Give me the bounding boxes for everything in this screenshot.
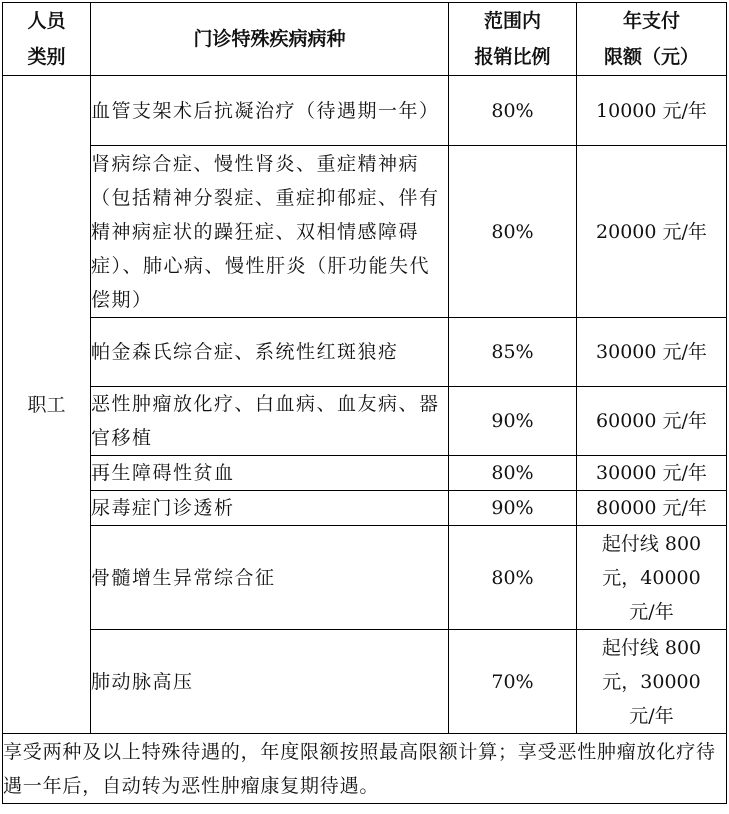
header-category — [3, 3, 91, 76]
category-cell: 职工 — [3, 76, 91, 734]
limit-cell — [577, 526, 727, 630]
disease-cell: 帕金森氏综合症、系统性红斑狼疮 — [91, 318, 449, 387]
limit-value: 60000 元/年 — [596, 410, 707, 432]
disease-cell: 肺动脉高压 — [91, 630, 449, 734]
limit-cell — [577, 491, 727, 526]
ratio-cell: 80% — [449, 456, 577, 491]
header-disease-label: 门诊特殊疾病病种 — [193, 28, 346, 50]
header-limit-label: 年支付 限额（元） — [603, 10, 699, 68]
ratio-cell: 80% — [449, 526, 577, 630]
disease-cell: 骨髓增生异常综合征 — [91, 526, 449, 630]
disease-cell: 血管支架术后抗凝治疗（待遇期一年） — [91, 76, 449, 146]
limit-value: 30000 元/年 — [596, 462, 707, 484]
table-row — [3, 318, 727, 387]
table-row — [3, 526, 727, 630]
ratio-cell: 80% — [449, 76, 577, 146]
limit-cell — [577, 318, 727, 387]
table-row — [3, 491, 727, 526]
special-disease-table — [2, 2, 727, 804]
table-row — [3, 76, 727, 146]
table-row — [3, 630, 727, 734]
disease-cell: 尿毒症门诊透析 — [91, 491, 449, 526]
header-disease — [91, 3, 449, 76]
table-row — [3, 387, 727, 456]
note-row — [3, 734, 727, 804]
header-ratio — [449, 3, 577, 76]
ratio-cell: 85% — [449, 318, 577, 387]
limit-value: 80000 元/年 — [596, 497, 707, 519]
header-limit — [577, 3, 727, 76]
header-ratio-label: 范围内 报销比例 — [474, 10, 551, 68]
limit-cell — [577, 146, 727, 318]
ratio-cell: 90% — [449, 387, 577, 456]
header-row — [3, 3, 727, 76]
header-category-label: 人员 类别 — [27, 10, 66, 68]
limit-cell — [577, 630, 727, 734]
ratio-cell: 70% — [449, 630, 577, 734]
limit-value: 20000 元/年 — [596, 220, 707, 243]
ratio-cell: 90% — [449, 491, 577, 526]
limit-value: 起付线 800 元，40000 元/年 — [601, 532, 702, 623]
limit-cell — [577, 456, 727, 491]
disease-cell: 肾病综合症、慢性肾炎、重症精神病（包括精神分裂症、重症抑郁症、伴有精神病症状的躁狂症、双相情感障碍症）、肺心病、慢性肝炎（肝功能失代偿期） — [91, 146, 449, 318]
limit-cell — [577, 76, 727, 146]
limit-value: 10000 元/年 — [596, 99, 707, 122]
table-row — [3, 456, 727, 491]
limit-value: 30000 元/年 — [596, 341, 707, 363]
disease-cell: 再生障碍性贫血 — [91, 456, 449, 491]
ratio-cell: 80% — [449, 146, 577, 318]
limit-cell — [577, 387, 727, 456]
limit-value: 起付线 800 元，30000 元/年 — [601, 636, 702, 727]
table-note: 享受两种及以上特殊待遇的，年度限额按照最高限额计算；享受恶性肿瘤放化疗待遇一年后，自动转为恶性肿瘤康复期待遇。 — [3, 734, 727, 804]
table-row — [3, 146, 727, 318]
disease-cell: 恶性肿瘤放化疗、白血病、血友病、器官移植 — [91, 387, 449, 456]
